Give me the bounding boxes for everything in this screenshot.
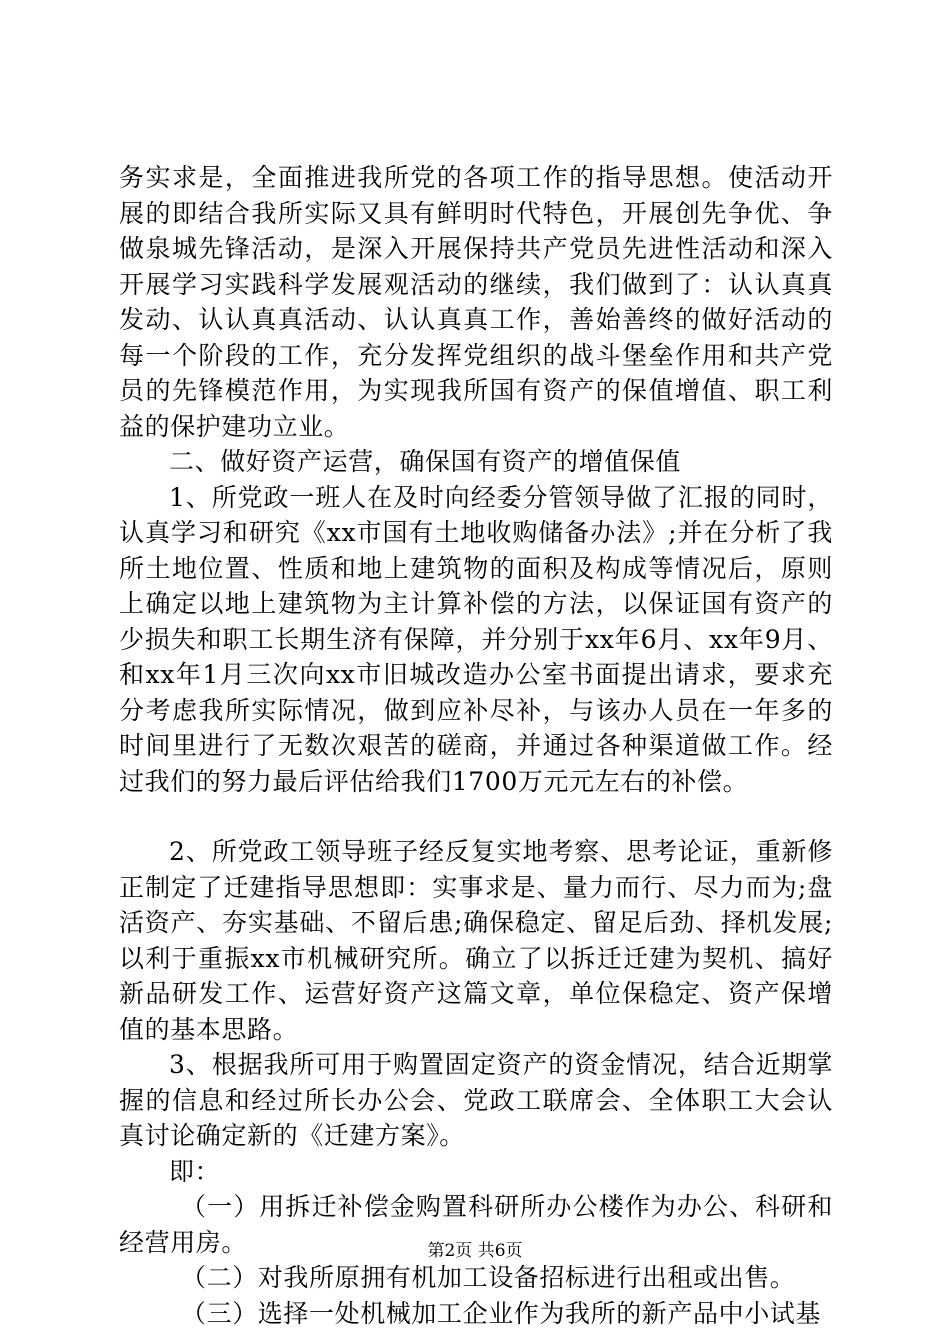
- paragraph-item-3: 3、根据我所可用于购置固定资产的资金情况，结合近期掌握的信息和经过所长办公会、党政工联席会、全体职工大会认真讨论确定新的《迁建方案》。: [119, 1050, 833, 1150]
- list-item-3: （三）选择一处机械加工企业作为我所的新产品中小试基: [181, 1298, 822, 1328]
- document-body: [119, 160, 833, 1331]
- paragraph-item-1: 1、所党政一班人在及时向经委分管领导做了汇报的同时，认真学习和研究《xx市国有土地收购储备办法》;并在分析了我所土地位置、性质和地上建筑物的面积及构成等情况后，原则上确定以地上建筑物为主计算补偿的方法，以保证国有资产的少损失和职工长期生济有保障，并分别于xx年6月、xx年9月、和xx年1月三次向xx市旧城改造办公室书面提出请求，要求充分考虑我所实际情况，做到应补尽补，与该办人员在一年多的时间里进行了无数次艰苦的磋商，并通过各种渠道做工作。经过我们的努力最后评估给我们1700万元元左右的补偿。: [119, 482, 833, 796]
- paragraph-item-2: 2、所党政工领导班子经反复实地考察、思考论证，重新修正制定了迁建指导思想即：实事求是、量力而行、尽力而为;盘活资产、夯实基础、不留后患;确保稳定、留足后劲、择机发展;以利于重振xx市机械研究所。确立了以拆迁迁建为契机、搞好新品研发工作、运营好资产这篇文章，单位保稳定、资产保增值的基本思路。: [119, 837, 833, 1044]
- paragraph-ji: 即：: [169, 1156, 221, 1186]
- section-heading: 二、做好资产运营，确保国有资产的增值保值: [169, 447, 682, 476]
- list-item-2: （二）对我所原拥有机加工设备招标进行出租或出售。: [181, 1263, 796, 1292]
- page-footer: 第2页 共6页: [427, 1241, 523, 1261]
- list-item-1: （一）用拆迁补偿金购置科研所办公楼作为办公、科研和经营用房。: [119, 1192, 833, 1257]
- blank-line: [119, 799, 833, 834]
- paragraph-1: 务实求是，全面推进我所党的各项工作的指导思想。使活动开展的即结合我所实际又具有鲜明时代特色，开展创先争优、争做泉城先锋活动，是深入开展保持共产党员先进性活动和深入开展学习实践科学发展观活动的继续，我们做到了：认认真真发动、认认真真活动、认认真真工作，善始善终的做好活动的每一个阶段的工作，充分发挥党组织的战斗堡垒作用和共产党员的先锋模范作用，为实现我所国有资产的保值增值、职工利益的保护建功立业。: [119, 163, 833, 441]
